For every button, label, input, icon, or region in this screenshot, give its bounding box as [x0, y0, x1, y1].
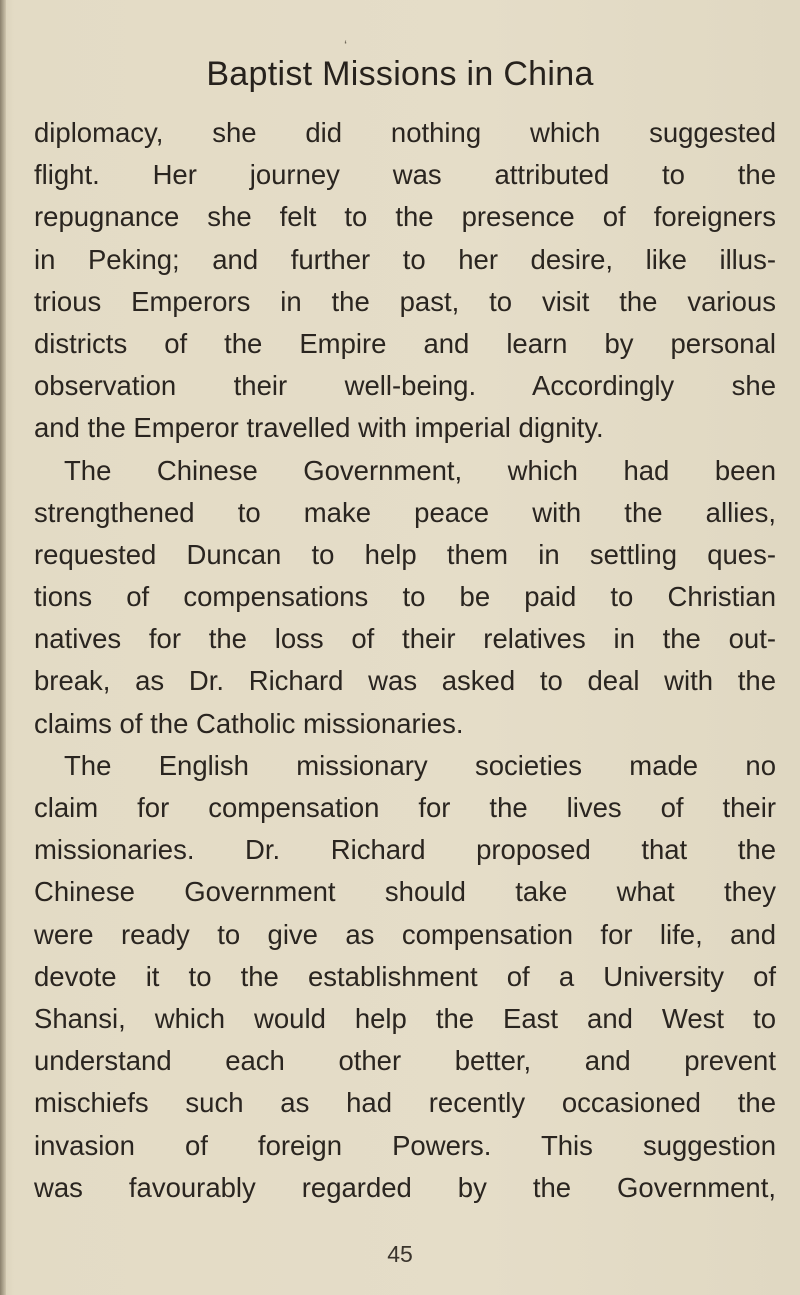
text-line: understand each other better, and prevent — [34, 1045, 776, 1077]
text-line: was favourably regarded by the Government, — [34, 1171, 776, 1203]
page-gutter-edge — [0, 0, 6, 1295]
text-line: in Peking; and further to her desire, like illus- — [34, 243, 776, 275]
body-text — [34, 112, 776, 1209]
paragraph-start-line: The Chinese Government, which had been — [64, 454, 776, 486]
text-line: invasion of foreign Powers. This suggestion — [34, 1129, 776, 1161]
text-line: requested Duncan to help them in settling ques- — [34, 538, 776, 570]
text-line: districts of the Empire and learn by personal — [34, 327, 776, 359]
printer-mark: ‘ — [344, 37, 348, 53]
text-line: Chinese Government should take what they — [34, 876, 776, 908]
text-line: claims of the Catholic missionaries. — [34, 707, 464, 739]
text-line: flight. Her journey was attributed to the — [34, 159, 776, 191]
text-line: and the Emperor travelled with imperial dignity. — [34, 412, 604, 444]
text-line: diplomacy, she did nothing which suggested — [34, 117, 776, 148]
running-head: Baptist Missions in China — [206, 55, 594, 93]
text-line: repugnance she felt to the presence of foreigners — [34, 201, 776, 233]
text-line: devote it to the establishment of a University of — [34, 960, 776, 992]
text-line: Shansi, which would help the East and West to — [34, 1002, 776, 1034]
text-line: break, as Dr. Richard was asked to deal with the — [34, 665, 776, 697]
text-line: were ready to give as compensation for life, and — [34, 918, 776, 950]
text-line: strengthened to make peace with the allies, — [34, 496, 776, 528]
text-line: trious Emperors in the past, to visit the various — [34, 285, 776, 317]
page-number: 45 — [387, 1241, 413, 1267]
text-line: mischiefs such as had recently occasioned the — [34, 1087, 776, 1119]
text-line: missionaries. Dr. Richard proposed that the — [34, 834, 776, 866]
paragraph-start-line: The English missionary societies made no — [64, 749, 776, 781]
text-line: tions of compensations to be paid to Christian — [34, 581, 776, 613]
text-line: observation their well-being. Accordingly she — [34, 370, 776, 402]
text-line: claim for compensation for the lives of their — [34, 792, 776, 823]
text-line: natives for the loss of their relatives in the out- — [34, 623, 776, 655]
